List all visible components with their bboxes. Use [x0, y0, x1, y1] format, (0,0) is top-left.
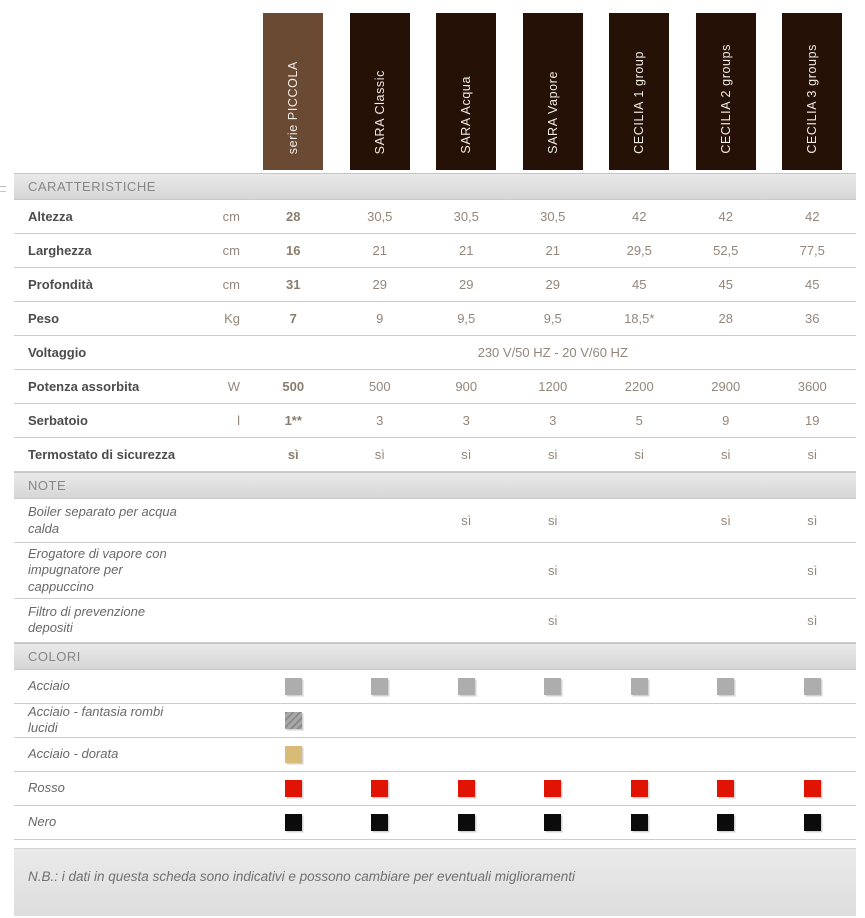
row-value: 21 — [545, 243, 560, 258]
caratteristiche-rows — [14, 200, 856, 472]
row-value: 18,5* — [624, 311, 655, 326]
product-bar — [350, 13, 410, 170]
row-value: 3 — [549, 413, 557, 428]
row-value: 30,5 — [453, 209, 479, 224]
row-value: 29 — [372, 277, 387, 292]
acciaio-color-swatch — [458, 678, 475, 695]
row-label: Serbatoio — [28, 413, 88, 428]
row-value: 42 — [805, 209, 820, 224]
product-header-cell — [683, 13, 770, 173]
row-label: Profondità — [28, 277, 93, 292]
row-value — [510, 780, 597, 797]
row-value: sì — [374, 447, 385, 462]
row-value: si — [548, 612, 558, 628]
product-name: serie PICCOLA — [286, 60, 301, 154]
row-value: 28 — [286, 209, 301, 224]
rosso-color-swatch — [804, 780, 821, 797]
row-value — [337, 814, 424, 831]
product-bar — [609, 13, 669, 170]
nero-color-swatch — [285, 814, 302, 831]
row-value: 500 — [368, 379, 391, 394]
product-header-row — [14, 13, 856, 173]
row-label: Larghezza — [28, 243, 92, 258]
row-value — [769, 814, 856, 831]
row-value: 9 — [722, 413, 730, 428]
row-value: si — [807, 447, 817, 462]
row-value: si — [721, 447, 731, 462]
table-row — [14, 336, 856, 370]
table-row — [14, 438, 856, 472]
table-row — [14, 543, 856, 599]
nero-color-swatch — [458, 814, 475, 831]
row-value: 9 — [376, 311, 384, 326]
row-label: Acciaio - dorata — [28, 746, 119, 762]
product-header-cell — [337, 13, 424, 173]
row-value — [769, 678, 856, 695]
row-value — [596, 814, 683, 831]
section-band-note: NOTE — [14, 472, 856, 499]
row-label: Potenza assorbita — [28, 379, 140, 394]
fantasia-color-swatch — [285, 712, 302, 729]
row-value — [337, 780, 424, 797]
row-value: 2900 — [711, 379, 741, 394]
row-value: 45 — [805, 277, 820, 292]
product-name: SARA Vapore — [545, 71, 560, 154]
row-value — [423, 678, 510, 695]
table-row — [14, 806, 856, 840]
row-value: 30,5 — [367, 209, 393, 224]
product-bar — [436, 13, 496, 170]
row-label: Voltaggio — [28, 345, 87, 360]
row-value: sì — [807, 562, 818, 578]
row-value: 3 — [376, 413, 384, 428]
acciaio-color-swatch — [371, 678, 388, 695]
row-value: 7 — [289, 311, 297, 326]
rosso-color-swatch — [285, 780, 302, 797]
product-bar — [696, 13, 756, 170]
product-name: CECILIA 3 groups — [805, 44, 820, 154]
row-value: sì — [807, 513, 818, 528]
left-margin-tick — [0, 186, 6, 192]
row-unit: cm — [222, 209, 240, 224]
rosso-color-swatch — [544, 780, 561, 797]
row-unit: cm — [222, 277, 240, 292]
row-label: Rosso — [28, 780, 65, 796]
row-value: 36 — [805, 311, 820, 326]
row-value — [510, 678, 597, 695]
rosso-color-swatch — [631, 780, 648, 797]
nero-color-swatch — [544, 814, 561, 831]
row-value: sì — [287, 447, 299, 462]
row-value: 3 — [462, 413, 470, 428]
product-bar — [263, 13, 323, 170]
acciaio-color-swatch — [804, 678, 821, 695]
row-value: 29 — [459, 277, 474, 292]
row-unit: W — [227, 379, 240, 394]
row-value — [250, 678, 337, 695]
product-name: SARA Acqua — [459, 76, 474, 154]
nero-color-swatch — [717, 814, 734, 831]
row-value: 45 — [718, 277, 733, 292]
row-value: 5 — [635, 413, 643, 428]
row-value: sì — [461, 513, 472, 528]
row-value: 21 — [372, 243, 387, 258]
table-row — [14, 234, 856, 268]
row-label: Nero — [28, 814, 57, 830]
row-value: si — [548, 513, 558, 528]
product-header-cell — [423, 13, 510, 173]
table-row — [14, 772, 856, 806]
row-value: 42 — [632, 209, 647, 224]
product-bar — [523, 13, 583, 170]
product-name: SARA Classic — [372, 69, 387, 154]
row-unit: Kg — [224, 311, 240, 326]
row-value: 30,5 — [540, 209, 566, 224]
row-value: 500 — [282, 379, 305, 394]
acciaio-color-swatch — [631, 678, 648, 695]
table-row — [14, 370, 856, 404]
row-value: 19 — [805, 413, 820, 428]
row-value — [250, 712, 337, 729]
row-value: 3600 — [797, 379, 827, 394]
dorata-color-swatch — [285, 746, 302, 763]
row-value: 9,5 — [457, 311, 476, 326]
row-value: si — [634, 447, 644, 462]
row-value: sì — [720, 513, 731, 528]
row-value: si — [548, 562, 558, 578]
table-row — [14, 200, 856, 234]
row-value — [337, 678, 424, 695]
table-row — [14, 738, 856, 772]
row-value — [596, 678, 683, 695]
row-value — [683, 814, 770, 831]
row-span-value: 230 V/50 HZ - 20 V/60 HZ — [477, 345, 628, 360]
row-value — [423, 780, 510, 797]
rosso-color-swatch — [458, 780, 475, 797]
row-unit: cm — [222, 243, 240, 258]
row-label: Acciaio - fantasia rombi lucidi — [28, 704, 164, 736]
product-name: CECILIA 1 group — [632, 51, 647, 154]
nero-color-swatch — [804, 814, 821, 831]
row-value: si — [548, 447, 558, 462]
table-row — [14, 302, 856, 336]
table-row — [14, 499, 856, 543]
row-label: Peso — [28, 311, 60, 326]
row-label: Altezza — [28, 209, 73, 224]
row-label: Erogatore di vapore con impugnatore per cappuccino — [28, 546, 167, 594]
row-value: 28 — [718, 311, 733, 326]
row-label: Filtro di prevenzione depositi — [28, 604, 146, 636]
row-value: 1** — [284, 413, 302, 428]
row-value: 29 — [545, 277, 560, 292]
row-unit: l — [237, 413, 240, 428]
table-row — [14, 599, 856, 643]
row-value — [596, 780, 683, 797]
row-label: Acciaio — [28, 678, 70, 694]
row-value — [250, 814, 337, 831]
table-row — [14, 670, 856, 704]
colori-rows — [14, 670, 856, 840]
spec-table — [14, 13, 856, 840]
product-name: CECILIA 2 groups — [718, 44, 733, 154]
product-header-cell — [596, 13, 683, 173]
acciaio-color-swatch — [544, 678, 561, 695]
row-value: 31 — [286, 277, 301, 292]
row-value — [250, 746, 337, 763]
table-row — [14, 704, 856, 738]
product-bar — [782, 13, 842, 170]
row-label: Termostato di sicurezza — [28, 447, 176, 462]
table-row — [14, 268, 856, 302]
product-header-cell — [510, 13, 597, 173]
row-value: 900 — [455, 379, 478, 394]
note-rows — [14, 499, 856, 643]
table-row — [14, 404, 856, 438]
row-value: sì — [807, 612, 818, 628]
row-label: Boiler separato per acqua calda — [28, 504, 177, 536]
row-value — [423, 814, 510, 831]
rosso-color-swatch — [371, 780, 388, 797]
product-header-cell — [769, 13, 856, 173]
row-value: 29,5 — [626, 243, 652, 258]
row-value — [683, 678, 770, 695]
row-value: sì — [461, 447, 472, 462]
footer-note-text: N.B.: i dati in questa scheda sono indicativi e possono cambiare per eventuali miglioramenti — [28, 868, 576, 884]
footer-note-box — [14, 848, 856, 916]
row-value — [250, 780, 337, 797]
row-value — [510, 814, 597, 831]
row-value: 16 — [286, 243, 301, 258]
nero-color-swatch — [371, 814, 388, 831]
row-value — [769, 780, 856, 797]
product-header-cell — [250, 13, 337, 173]
row-value: 52,5 — [713, 243, 739, 258]
row-value: 77,5 — [799, 243, 825, 258]
row-value: 2200 — [624, 379, 654, 394]
row-value — [683, 780, 770, 797]
row-value: 42 — [718, 209, 733, 224]
acciaio-color-swatch — [285, 678, 302, 695]
rosso-color-swatch — [717, 780, 734, 797]
acciaio-color-swatch — [717, 678, 734, 695]
row-value: 45 — [632, 277, 647, 292]
row-value: 21 — [459, 243, 474, 258]
nero-color-swatch — [631, 814, 648, 831]
section-band-caratteristiche: CARATTERISTICHE — [14, 173, 856, 200]
section-band-colori: COLORI — [14, 643, 856, 670]
row-value: 9,5 — [543, 311, 562, 326]
row-value: 1200 — [538, 379, 568, 394]
